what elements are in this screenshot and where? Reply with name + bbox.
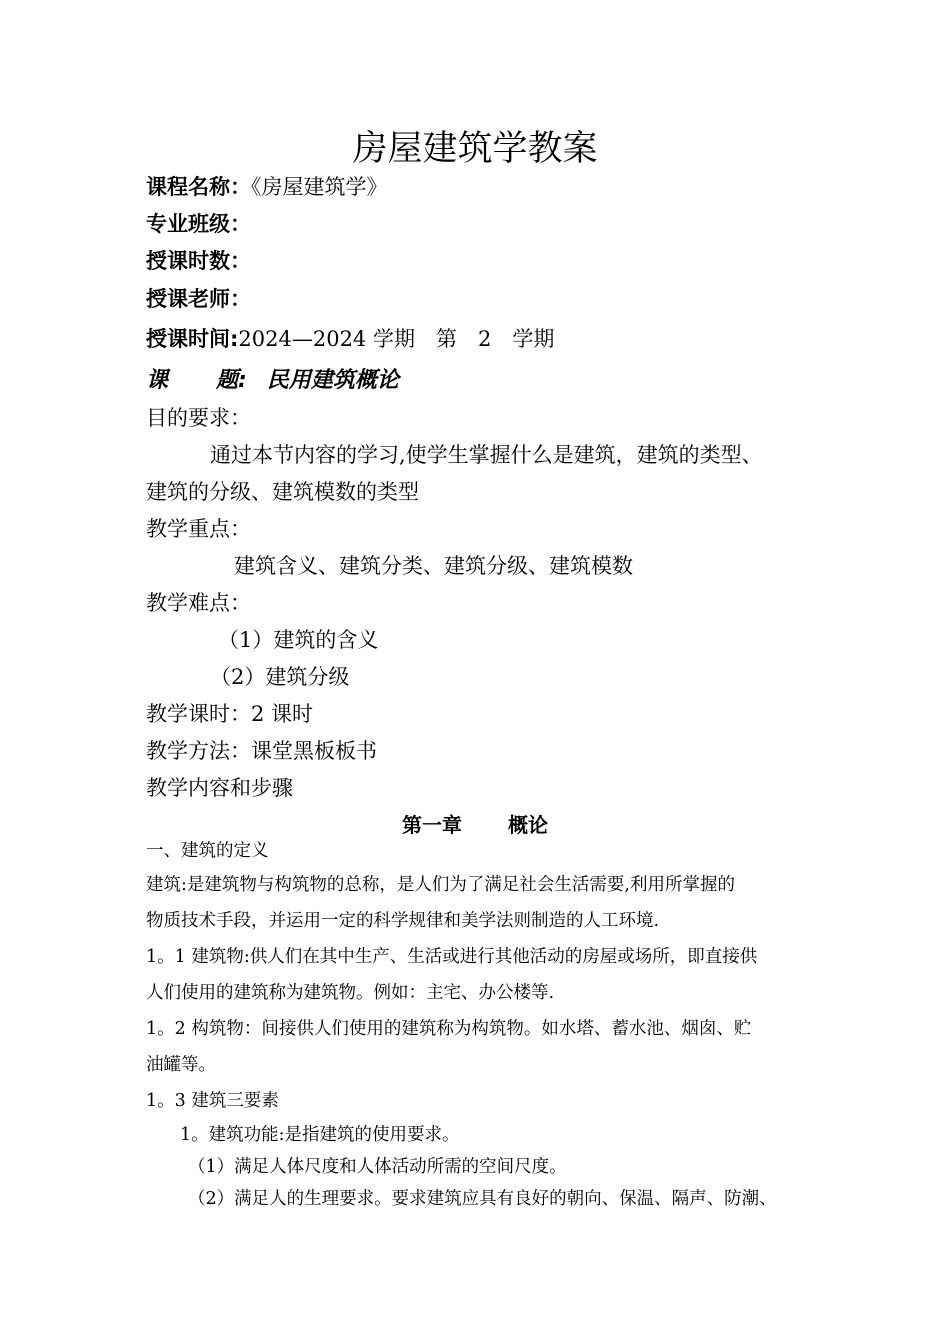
class-line bbox=[146, 209, 251, 239]
topic-label-a: 课 bbox=[146, 368, 169, 393]
paragraph-1-2-line-1: 1。2 构筑物：间接供人们使用的建筑称为构筑物。如水塔、蓄水池、烟囱、贮 bbox=[146, 1019, 752, 1039]
paragraph-1-1-line-1: 1。1 建筑物:供人们在其中生产、生活或进行其他活动的房屋或场所，即直接供 bbox=[146, 947, 758, 967]
key-points-label: 教学重点： bbox=[146, 517, 251, 541]
paragraph-1-2-line-2: 油罐等。 bbox=[146, 1055, 216, 1075]
difficulty-label: 教学难点： bbox=[146, 591, 251, 615]
goal-label: 目的要求： bbox=[146, 406, 251, 430]
topic-title: 民用建筑概论 bbox=[266, 368, 399, 393]
teaching-method: 教学方法：课堂黑板板书 bbox=[146, 739, 377, 763]
class-period: 教学课时：2 课时 bbox=[146, 702, 314, 726]
difficulty-item-2: （2）建筑分级 bbox=[210, 665, 350, 689]
list-item-function-1: （1）满足人体尺度和人体活动所需的空间尺度。 bbox=[188, 1157, 567, 1177]
hours-line bbox=[146, 246, 251, 276]
time-label: 授课时间: bbox=[146, 327, 239, 351]
chapter-number: 第一章 bbox=[402, 813, 462, 837]
paragraph-1-3: 1。3 建筑三要素 bbox=[146, 1091, 279, 1111]
chapter-title: 概论 bbox=[508, 813, 548, 837]
time-line bbox=[146, 324, 554, 354]
topic-heading bbox=[146, 366, 399, 396]
page-title: 房屋建筑学教案 bbox=[352, 129, 598, 169]
definition-line-2: 物质技术手段，并运用一定的科学规律和美学法则制造的人工环境. bbox=[146, 911, 660, 931]
chapter-heading bbox=[0, 811, 950, 839]
content-label: 教学内容和步骤 bbox=[146, 776, 293, 800]
hours-label: 授课时数： bbox=[146, 249, 251, 273]
course-name-line bbox=[146, 172, 388, 202]
teacher-label: 授课老师： bbox=[146, 287, 251, 311]
course-name-label: 课程名称： bbox=[146, 175, 251, 199]
section-heading: 一、建筑的定义 bbox=[146, 841, 269, 861]
paragraph-1-1-line-2: 人们使用的建筑称为建筑物。例如：主宅、办公楼等. bbox=[146, 983, 555, 1003]
difficulty-item-1: （1）建筑的含义 bbox=[218, 628, 379, 652]
goal-paragraph-line-2: 建筑的分级、建筑模数的类型 bbox=[146, 480, 419, 504]
list-item-function: 1。建筑功能:是指建筑的使用要求。 bbox=[180, 1125, 460, 1145]
definition-line-1: 建筑:是建筑物与构筑物的总称，是人们为了满足社会生活需要,利用所掌握的 bbox=[146, 875, 735, 895]
teacher-line bbox=[146, 284, 251, 314]
class-label: 专业班级： bbox=[146, 212, 251, 236]
time-value: 2024—2024 学期 第 2 学期 bbox=[238, 327, 555, 351]
list-item-function-2: （2）满足人的生理要求。要求建筑应具有良好的朝向、保温、隔声、防潮、 bbox=[188, 1189, 777, 1209]
course-name-value: 《房屋建筑学》 bbox=[251, 175, 388, 199]
goal-paragraph-line-1: 通过本节内容的学习,使学生掌握什么是建筑，建筑的类型、 bbox=[210, 443, 763, 467]
key-points-text: 建筑含义、建筑分类、建筑分级、建筑模数 bbox=[234, 554, 633, 578]
topic-label-b: 题: bbox=[216, 368, 247, 393]
